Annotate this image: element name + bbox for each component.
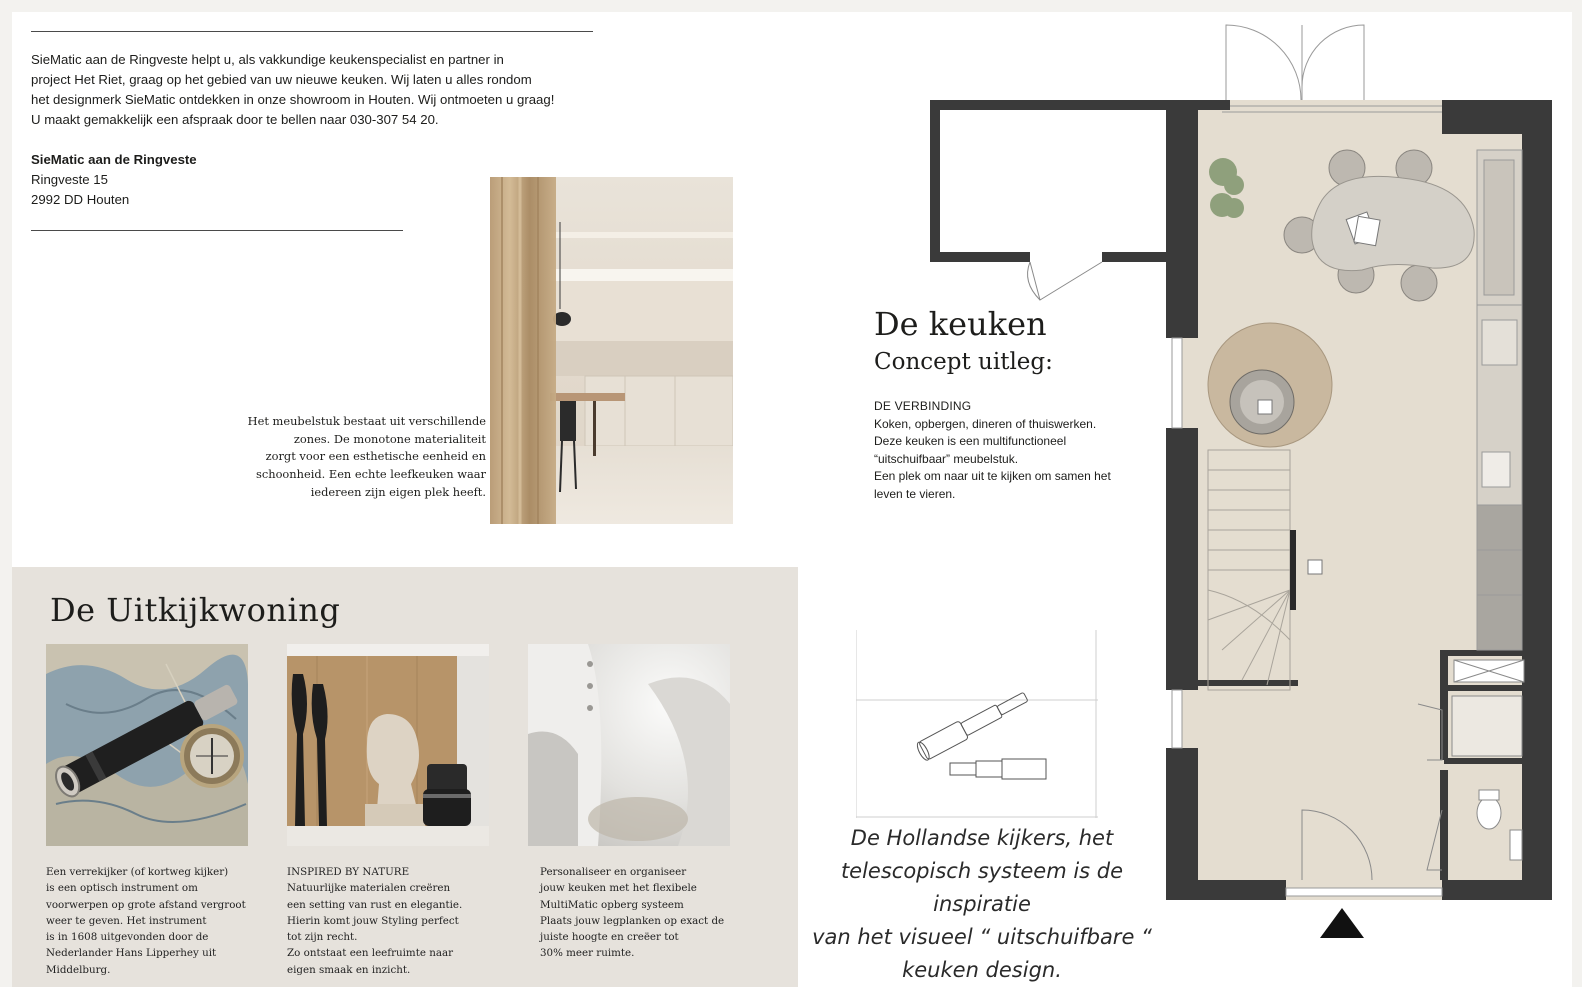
concept-line: Deze keuken is een multifunctioneel — [874, 434, 1067, 449]
brochure-page — [12, 12, 1572, 987]
tile-text-line: eigen smaak en inzicht. — [287, 963, 411, 976]
quote-line: van het visueel “ uitschuifbare “ — [812, 925, 1152, 949]
concept-line: Koken, opbergen, dineren of thuiswerken. — [874, 416, 1097, 431]
section-title: De keuken — [874, 305, 1047, 343]
panel-title: De Uitkijkwoning — [50, 591, 341, 629]
caption-line: schoonheid. Een echte leefkeuken waar — [256, 467, 486, 482]
kitchen-interior-photo — [490, 177, 733, 524]
intro-line: project Het Riet, graag op het gebied van uw nieuwe keuken. Wij laten u alles rondom — [31, 72, 532, 87]
quote-line: keuken design. — [902, 958, 1062, 982]
section-subtitle: Concept uitleg: — [874, 349, 1053, 375]
tile-text-line: weer te geven. Het instrument — [46, 914, 207, 927]
cabinet-detail-photo — [528, 644, 730, 846]
intro-line: U maakt gemakkelijk een afspraak door te bellen naar 030-307 54 20. — [31, 112, 439, 127]
floor-plan — [922, 20, 1562, 960]
styling-objects-photo — [287, 644, 489, 846]
address-street: Ringveste 15 — [31, 172, 108, 187]
quote-line: telescopisch systeem is de inspiratie — [840, 859, 1124, 916]
tile-text-line: een setting van rust en elegantie. — [287, 898, 463, 911]
tile-text-line: is in 1608 uitgevonden door de — [46, 931, 209, 944]
tile-text-line: 30% meer ruimte. — [540, 947, 635, 960]
address-divider — [31, 230, 403, 231]
tile-text-line: Hierin komt jouw Styling perfect — [287, 914, 459, 927]
tile-text-line: is een optisch instrument om — [46, 882, 198, 895]
multimatic-text — [540, 864, 755, 962]
caption-line: zorgt voor een esthetische eenheid en — [265, 449, 486, 464]
telescope-text — [46, 864, 261, 978]
tile-text-line: Nederlander Hans Lipperhey uit — [46, 947, 217, 960]
intro-text — [31, 50, 621, 130]
intro-line: het designmerk SieMatic ontdekken in onze showroom in Houten. Wij ontmoeten u graag! — [31, 92, 555, 107]
tile-text-line: Plaats jouw legplanken op exact de — [540, 914, 725, 927]
concept-line: “uitschuifbaar” meubelstuk. — [874, 451, 1019, 466]
showroom-address — [31, 150, 197, 210]
kitchen-photo-caption — [212, 413, 486, 502]
tile-text-line: Een verrekijker (of kortweg kijker) — [46, 866, 229, 878]
concept-heading: DE VERBINDING — [874, 399, 972, 413]
caption-line: Het meubelstuk bestaat uit verschillende — [247, 414, 486, 428]
tile-text-line: juiste hoogte en creëer tot — [540, 931, 679, 944]
tile-text-line: MultiMatic opberg systeem — [540, 898, 684, 911]
caption-line: iedereen zijn eigen plek heeft. — [310, 484, 486, 499]
concept-line: Een plek om naar uit te kijken om samen het — [874, 469, 1111, 484]
tile-text-line: voorwerpen op grote afstand vergroot — [46, 898, 246, 911]
top-divider — [31, 31, 593, 32]
concept-line: leven te vieren. — [874, 486, 956, 501]
nature-text — [287, 864, 502, 978]
tile-text-line: tot zijn recht. — [287, 931, 358, 944]
tile-text-line: INSPIRED BY NATURE — [287, 866, 410, 878]
tile-text-line: Natuurlijke materialen creëren — [287, 882, 451, 895]
tile-text-line: Personaliseer en organiseer — [540, 866, 687, 878]
tile-text-line: Zo ontstaat een leefruimte naar — [287, 947, 454, 960]
quote-line: De Hollandse kijkers, het — [850, 826, 1114, 850]
tile-text-line: jouw keuken met het flexibele — [540, 882, 697, 895]
intro-line: SieMatic aan de Ringveste helpt u, als vakkundige keukenspecialist en partner in — [31, 52, 504, 67]
telescope-compass-photo — [46, 644, 248, 846]
address-city: 2992 DD Houten — [31, 192, 130, 207]
address-name: SieMatic aan de Ringveste — [31, 152, 197, 167]
caption-line: zones. De monotone materialiteit — [293, 431, 486, 446]
entrance-arrow-icon — [1320, 908, 1364, 938]
uitkijkwoning-panel — [12, 567, 798, 987]
tile-text-line: Middelburg. — [46, 963, 111, 976]
